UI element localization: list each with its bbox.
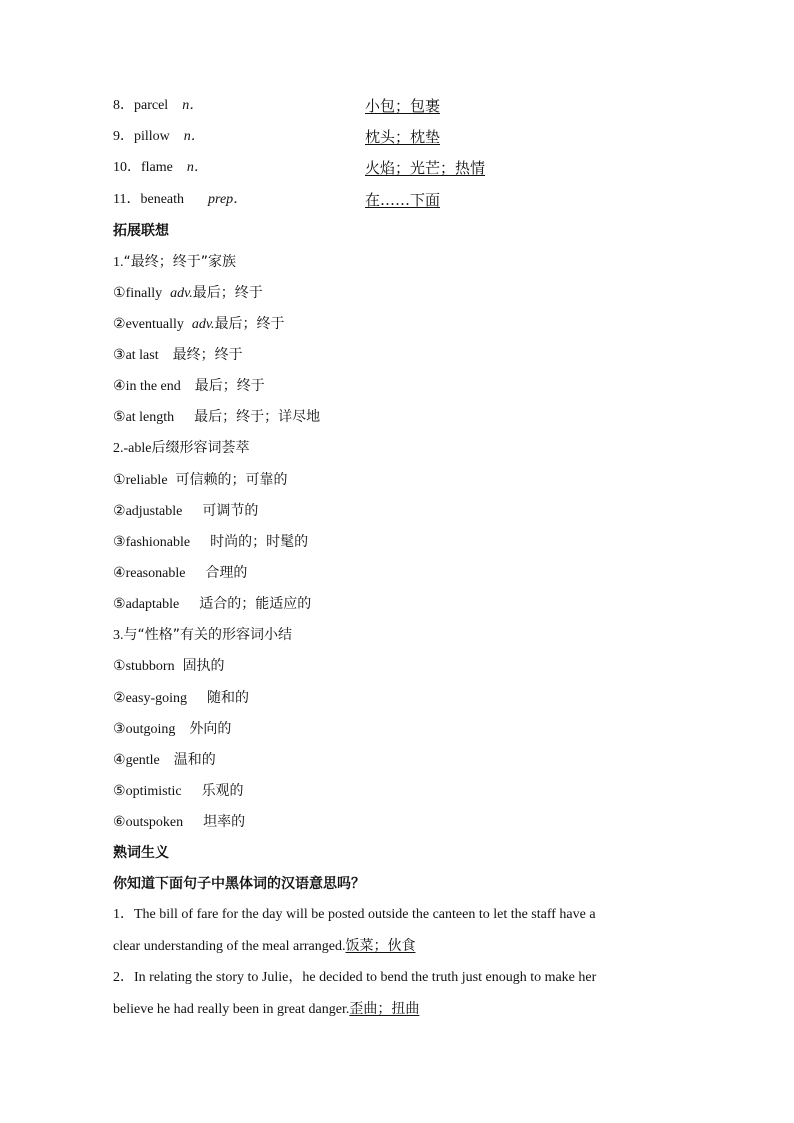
item-word: at last <box>125 348 159 363</box>
group1-title-num: 1. <box>113 255 124 270</box>
vocab-pos: n． <box>182 98 204 113</box>
item-word: optimistic <box>125 784 182 799</box>
item-mark: ② <box>113 317 126 332</box>
item-mark: ① <box>113 286 126 301</box>
vocab-item-8 <box>113 96 203 116</box>
vocab-item-11 <box>113 190 247 210</box>
item-word: reasonable <box>125 566 186 581</box>
familiar-question: 你知道下面句子中黑体词的汉语意思吗？ <box>113 876 365 892</box>
item-mark: ② <box>113 691 126 706</box>
item-word: fashionable <box>125 535 191 550</box>
item-word: reliable <box>125 473 168 488</box>
item-meaning: 时尚的；时髦的 <box>210 534 309 550</box>
item-meaning: 最后；终于 <box>214 316 285 332</box>
item-meaning: 最后；终于 <box>194 378 265 394</box>
sentence-2-line-2 <box>113 999 419 1020</box>
vocab-meaning-8: 小包；包裹 <box>365 97 441 115</box>
item-mark: ⑥ <box>113 815 126 830</box>
group2-title-text: 后缀形容词荟萃 <box>151 440 250 456</box>
item-meaning: 合理的 <box>205 565 248 581</box>
item-pos: adv. <box>170 286 193 301</box>
vocab-item-9 <box>113 127 205 147</box>
item-word: eventually <box>125 317 184 332</box>
vocab-meaning-11: 在……下面 <box>365 191 441 209</box>
group1-item-1 <box>113 283 263 304</box>
group2-item-5 <box>113 594 311 615</box>
vocab-meaning-10: 火焰；光芒；热情 <box>365 159 486 177</box>
group2-title-num: 2. <box>113 441 124 456</box>
item-mark: ⑤ <box>113 784 126 799</box>
item-pos: adv. <box>191 317 215 332</box>
vocab-pos: prep． <box>208 192 248 207</box>
group1-title-text: “最终；终于”家族 <box>123 254 237 270</box>
item-mark: ④ <box>113 566 126 581</box>
sentence-2-line-1: 2．In relating the story to Julie，he decided to bend the truth just enough to make her <box>113 970 597 985</box>
item-mark: ④ <box>113 753 126 768</box>
item-meaning: 最后；终于；详尽地 <box>194 409 321 425</box>
item-meaning: 外向的 <box>189 721 232 737</box>
group2-item-4 <box>113 563 247 584</box>
item-meaning: 随和的 <box>207 690 249 706</box>
item-mark: ③ <box>113 348 126 363</box>
group3-item-1 <box>113 656 225 677</box>
item-meaning: 温和的 <box>173 752 216 768</box>
expansion-heading: 拓展联想 <box>113 223 169 239</box>
vocab-num: 8． <box>113 98 134 113</box>
item-meaning: 固执的 <box>182 658 225 674</box>
item-meaning: 最后；终于 <box>192 285 263 301</box>
vocab-word: beneath <box>140 192 185 207</box>
vocab-word: pillow <box>134 129 170 144</box>
group3-item-4 <box>113 750 216 771</box>
group3-item-3 <box>113 719 231 740</box>
item-word: outspoken <box>125 815 184 830</box>
vocab-word: flame <box>141 160 173 175</box>
group2-item-3 <box>113 532 308 553</box>
vocab-num: 10． <box>113 160 141 175</box>
sentence-1-text: clear understanding of the meal arranged. <box>113 939 346 954</box>
item-word: at length <box>125 410 175 425</box>
group2-item-2 <box>113 501 258 522</box>
sentence-2-text: believe he had really been in great danger. <box>113 1002 350 1017</box>
vocab-word: parcel <box>134 98 169 113</box>
item-mark: ① <box>113 659 126 674</box>
sentence-1-line-2 <box>113 936 415 957</box>
sentence-1-line-1: 1．The bill of fare for the day will be posted outside the canteen to let the staff have a <box>113 907 596 922</box>
vocab-meaning-9: 枕头；枕垫 <box>365 128 441 146</box>
item-mark: ① <box>113 473 126 488</box>
item-word: outgoing <box>125 722 176 737</box>
group3-item-6 <box>113 812 245 833</box>
group1-item-4 <box>113 376 265 397</box>
item-meaning: 最终；终于 <box>172 347 243 363</box>
item-word: stubborn <box>125 659 175 674</box>
group2-item-1 <box>113 470 288 491</box>
item-mark: ③ <box>113 535 126 550</box>
item-meaning: 适合的；能适应的 <box>199 596 312 612</box>
item-word: adaptable <box>125 597 180 612</box>
group1-item-2 <box>113 314 285 335</box>
item-mark: ④ <box>113 379 126 394</box>
sentence-1-answer: 饭菜；伙食 <box>345 938 416 954</box>
item-meaning: 乐观的 <box>201 783 244 799</box>
group3-title-text: 与“性格”有关的形容词小结 <box>123 627 293 643</box>
group3-item-5 <box>113 781 244 802</box>
vocab-pos: n． <box>186 160 208 175</box>
group3-item-2 <box>113 688 249 709</box>
group1-item-3 <box>113 345 243 366</box>
item-mark: ③ <box>113 722 126 737</box>
item-meaning: 可信赖的；可靠的 <box>175 472 288 488</box>
item-word: easy-going <box>125 691 187 706</box>
item-word: gentle <box>125 753 160 768</box>
group2-title <box>113 438 249 459</box>
item-word: finally <box>125 286 163 301</box>
group1-title <box>113 252 236 273</box>
vocab-pos: n． <box>183 129 205 144</box>
item-mark: ⑤ <box>113 597 126 612</box>
vocab-num: 11． <box>113 192 141 207</box>
item-mark: ⑤ <box>113 410 126 425</box>
item-meaning: 坦率的 <box>203 814 246 830</box>
group3-title-num: 3. <box>113 628 124 643</box>
item-mark: ② <box>113 504 126 519</box>
vocab-num: 9． <box>113 129 134 144</box>
item-word: adjustable <box>125 504 183 519</box>
familiar-heading: 熟词生义 <box>113 845 169 861</box>
group3-title <box>113 625 292 646</box>
sentence-2-answer: 歪曲；扭曲 <box>349 1001 420 1017</box>
item-meaning: 可调节的 <box>202 503 259 519</box>
item-word: in the end <box>125 379 181 394</box>
vocab-item-10 <box>113 158 208 178</box>
group1-item-5 <box>113 407 320 428</box>
group2-title-en: -able <box>123 441 152 456</box>
